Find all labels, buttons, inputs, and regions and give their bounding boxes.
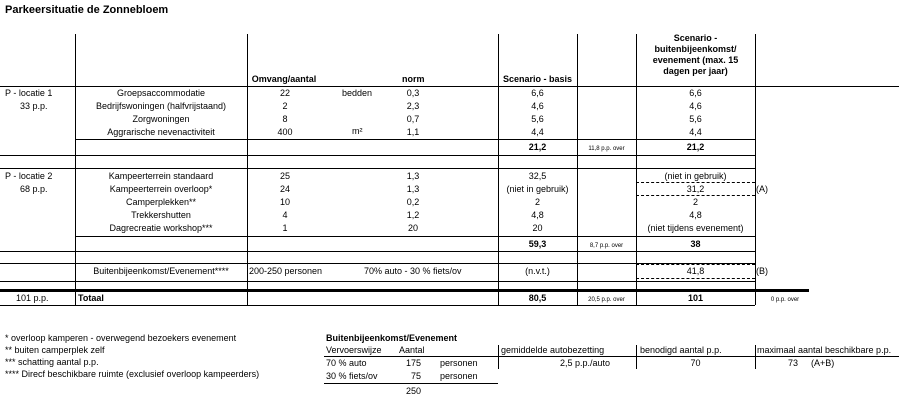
l1-subtotal-event: 21,2 xyxy=(686,142,705,152)
total-capacity: 101 p.p. xyxy=(16,293,49,303)
mark-b: (B) xyxy=(756,266,768,276)
l2-norm: 20 xyxy=(407,223,418,233)
l2-event: 4,8 xyxy=(689,210,702,220)
mini-row-needed: 70 xyxy=(690,358,701,368)
header-omvang: Omvang/aantal xyxy=(251,74,317,84)
l2-norm: 1,2 xyxy=(406,210,420,220)
l1-basis: 6,6 xyxy=(531,88,544,98)
l1-label: Aggrarische nevenactiviteit xyxy=(107,127,215,137)
l2-norm: 0,2 xyxy=(406,197,420,207)
header-norm: norm xyxy=(402,74,425,84)
mini-row-avg: 2,5 p.p./auto xyxy=(560,358,611,368)
l2-amount: 24 xyxy=(279,184,290,194)
l1-amount: 8 xyxy=(282,114,288,124)
mini-col-count: Aantal xyxy=(399,345,425,355)
mini-col-max: maximaal aantal beschikbare p.p. xyxy=(757,345,892,355)
col-line-d xyxy=(577,34,578,305)
l2-amount: 10 xyxy=(279,197,290,207)
l1-norm: 1,1 xyxy=(406,127,420,137)
l2-norm: 1,3 xyxy=(406,171,420,181)
l1-unit: m² xyxy=(352,126,363,136)
event-value: 41,8 xyxy=(686,266,705,276)
mini-row-count: 175 xyxy=(405,358,421,368)
locatie1-capacity: 33 p.p. xyxy=(20,101,48,111)
mini-row-mode: 30 % fiets/ov xyxy=(326,371,378,381)
total-over-basis: 20,5 p.p. over xyxy=(588,297,625,303)
total-end-line xyxy=(0,305,755,306)
mini-col-avg: gemiddelde autobezetting xyxy=(501,345,605,355)
l1-subtotal-line xyxy=(75,139,755,140)
mark-b-box-bottom xyxy=(636,278,755,279)
l2-basis: 20 xyxy=(532,223,543,233)
l2-event: 2 xyxy=(692,197,698,207)
l1-amount: 2 xyxy=(282,101,288,111)
l2-amount: 1 xyxy=(282,223,288,233)
l1-event: 6,6 xyxy=(689,88,702,98)
l1-event: 4,4 xyxy=(689,127,702,137)
l2-amount: 25 xyxy=(279,171,290,181)
header-basis: Scenario - basis xyxy=(502,74,573,84)
footnote: * overloop kamperen - overwegend bezoekers evenement xyxy=(5,333,237,343)
header-line xyxy=(0,86,899,87)
l2-label: Kampeerterrein standaard xyxy=(108,171,214,181)
mini-total-line xyxy=(324,383,498,384)
footnote: **** Direcf beschikbare ruimte (exclusief overloop kampeerders) xyxy=(5,369,260,379)
locatie1-name: P - locatie 1 xyxy=(5,88,53,98)
l2-subtotal-line xyxy=(75,236,755,237)
total-label: Totaal xyxy=(78,293,104,303)
locatie2-capacity: 68 p.p. xyxy=(20,184,48,194)
mini-header-line xyxy=(324,356,899,357)
l1-event: 5,6 xyxy=(689,114,702,124)
l2-basis: 4,8 xyxy=(531,210,544,220)
l2-label: Kampeerterrein overloop* xyxy=(109,184,213,194)
l1-amount: 400 xyxy=(277,127,293,137)
l2-basis: 2 xyxy=(534,197,540,207)
l2-event: (niet tijdens evenement) xyxy=(647,223,744,233)
footnote: ** buiten camperplek zelf xyxy=(5,345,105,355)
l1-event: 4,6 xyxy=(689,101,702,111)
mark-a-box-bottom xyxy=(636,195,755,196)
col-line-a xyxy=(75,34,76,305)
total-basis: 80,5 xyxy=(528,293,547,303)
mini-title: Buitenbijeenkomst/Evenement xyxy=(326,333,458,343)
col-line-f xyxy=(755,34,756,305)
header-event-4: dagen per jaar) xyxy=(663,66,728,76)
total-event: 101 xyxy=(687,293,704,303)
l2-basis: 32,5 xyxy=(528,171,547,181)
page-title: Parkeersituatie de Zonnebloem xyxy=(5,4,169,16)
l1-end-line xyxy=(0,155,755,156)
header-event-2: buitenbijeenkomst/ xyxy=(654,44,737,54)
l1-norm: 2,3 xyxy=(406,101,420,111)
mark-a-box-top xyxy=(636,182,755,183)
mark-b-box-top xyxy=(636,264,755,265)
l2-event: 31,2 xyxy=(686,184,705,194)
l2-over: 8,7 p.p. over xyxy=(589,243,624,249)
l2-label: Camperplekken** xyxy=(125,197,197,207)
mini-row-unit: personen xyxy=(440,358,478,368)
mini-col-line xyxy=(498,345,499,369)
event-split: 70% auto - 30 % fiets/ov xyxy=(364,266,462,276)
l1-norm: 0,3 xyxy=(406,88,420,98)
l1-basis: 4,6 xyxy=(531,101,544,111)
l2-amount: 4 xyxy=(282,210,288,220)
mini-row-count: 75 xyxy=(410,371,421,381)
mini-row-max-note: (A+B) xyxy=(811,358,835,368)
locatie2-name: P - locatie 2 xyxy=(5,171,53,181)
mark-a: (A) xyxy=(756,184,768,194)
l1-amount: 22 xyxy=(279,88,290,98)
mini-col-line xyxy=(755,345,756,369)
mini-total: 250 xyxy=(405,386,421,396)
l2-subtotal-event: 38 xyxy=(690,239,701,249)
footnote: *** schatting aantal p.p. xyxy=(5,357,99,367)
mini-col-mode: Vervoerswijze xyxy=(326,345,382,355)
l1-basis: 5,6 xyxy=(531,114,544,124)
total-thick-line xyxy=(0,289,809,292)
l1-subtotal-basis: 21,2 xyxy=(528,142,547,152)
l2-event: (niet in gebruik) xyxy=(664,171,727,181)
mini-row-unit: personen xyxy=(440,371,478,381)
l1-norm: 0,7 xyxy=(406,114,420,124)
event-label: Buitenbijeenkomst/Evenement**** xyxy=(93,266,229,276)
l2-label: Trekkershutten xyxy=(131,210,191,220)
l2-subtotal-basis: 59,3 xyxy=(528,239,547,249)
event-end-line xyxy=(0,281,755,282)
l2-label: Dagrecreatie workshop*** xyxy=(109,223,213,233)
l2-start-line xyxy=(0,168,755,169)
mini-row-mode: 70 % auto xyxy=(326,358,367,368)
total-over-event: 0 p.p. over xyxy=(770,297,800,303)
mini-row-max: 73 xyxy=(788,358,799,368)
mini-col-needed: benodigd aantal p.p. xyxy=(640,345,722,355)
header-event-1: Scenario - xyxy=(673,33,718,43)
header-event-3: evenement (max. 15 xyxy=(652,55,739,65)
l1-label: Groepsaccommodatie xyxy=(116,88,206,98)
l2-norm: 1,3 xyxy=(406,184,420,194)
l2-basis: (niet in gebruik) xyxy=(506,184,569,194)
l1-unit: bedden xyxy=(342,88,373,98)
l1-label: Zorgwoningen xyxy=(132,114,190,124)
l1-label: Bedrijfswoningen (halfvrijstaand) xyxy=(95,101,227,111)
l2-end-line xyxy=(0,251,755,252)
event-persons: 200-250 personen xyxy=(249,266,323,276)
l1-over: 11,8 p.p. over xyxy=(588,146,625,152)
l1-basis: 4,4 xyxy=(531,127,544,137)
event-basis: (n.v.t.) xyxy=(525,266,550,276)
